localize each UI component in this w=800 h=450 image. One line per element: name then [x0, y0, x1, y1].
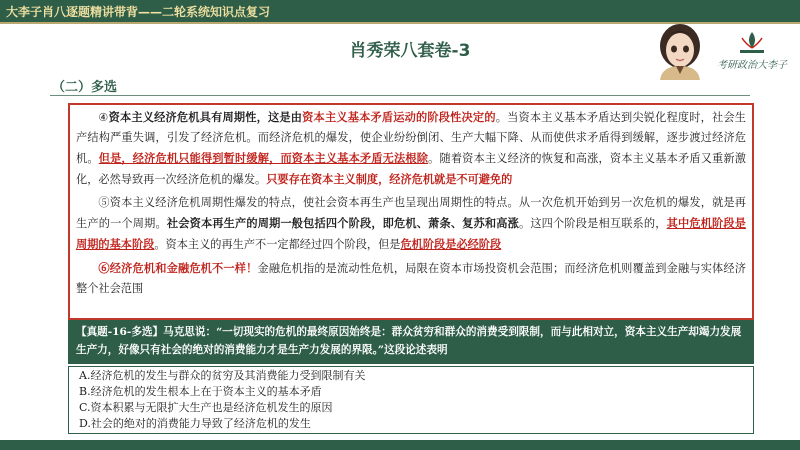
body-text: 。当资本主义基本矛盾达到尖锐化程度时，社会生产结构严重失调，引发了经济危机。而经济危机的爆发，使企业纷纷倒闭、生产大幅下降、从而使供求矛盾得到缓解，逐步渡过经济危机。 [76, 111, 746, 165]
highlight-text: 资本主义基本矛盾运动的阶段性决定的 [302, 110, 496, 124]
highlight-text: 危机阶段是必经阶段 [400, 237, 502, 251]
series-title: 大李子肖八逐题精讲带背——二轮系统知识点复习 [6, 5, 271, 19]
body-text: ⑤资本主义经济危机周期性爆发的特点，使社会资本再生产也呈现出周期性的特点。从一次危机开始到另一次危机的爆发，就是再生产的一个周期。 [76, 196, 746, 230]
explanation-paragraph-5 [76, 193, 746, 255]
connector-text: ，这是由 [256, 110, 303, 124]
option-b[interactable]: B.经济危机的发生根本上在于资本主义的基本矛盾 [79, 385, 322, 398]
body-text: 。随着资本主义经济的恢复和高涨，资本主义基本矛盾又重新激化，必然导致再一次经济危机的爆发。 [76, 152, 746, 186]
body-text: 。这四个阶段是相互联系的， [518, 217, 667, 230]
highlight-text: 但是，经济危机只能得到暂时缓解，而资本主义基本矛盾无法根除 [98, 151, 429, 165]
key-point: 资本主义经济危机具有周期性 [108, 110, 257, 124]
section-divider [50, 95, 750, 96]
highlight-text: 只要存在资本主义制度，经济危机就是不可避免的 [266, 172, 513, 186]
question-box [68, 320, 754, 364]
explanation-box [68, 103, 754, 320]
brand-logo [712, 30, 792, 72]
presenter-avatar [650, 18, 710, 80]
item-marker: ④ [98, 111, 109, 124]
body-text: 。资本主义的再生产不一定都经过四个阶段，但是 [154, 238, 401, 251]
item-marker: ⑥ [98, 261, 110, 275]
highlight-text: 经济危机和金融危机不一样！ [109, 261, 258, 275]
question-text: 【真题-16-多选】马克思说：“一切现实的危机的最终原因始终是：群众贫穷和群众的消费受到限制，而与此相对立，资本主义生产却竭力发展生产力，好像只有社会的绝对的消费能力才是生产力发展的界限。”这段论述表明 [76, 326, 742, 356]
option-d[interactable]: D.社会的绝对的消费能力导致了经济危机的发生 [79, 417, 311, 430]
explanation-paragraph-4 [76, 107, 746, 190]
bottom-banner [0, 440, 800, 450]
explanation-paragraph-6 [76, 258, 746, 299]
option-c[interactable]: C.资本积累与无限扩大生产也是经济危机发生的原因 [79, 401, 333, 414]
section-label: （二）多选 [52, 80, 118, 95]
body-text: 金融危机指的是流动性危机，局限在资本市场投资机会范围；而经济危机则覆盖到金融与实体经济整个社会范围 [76, 262, 746, 295]
logo-text: 考研政治大李子 [717, 60, 787, 71]
page-title: 肖秀荣八套卷-3 [349, 41, 471, 61]
logo-emblem-icon [712, 30, 792, 56]
option-a[interactable]: A.经济危机的发生与群众的贫穷及其消费能力受到限制有关 [79, 369, 366, 382]
key-point: 社会资本再生产的周期一般包括四个阶段，即危机、萧条、复苏和高涨 [166, 216, 519, 230]
options-list [68, 366, 754, 434]
highlight-text: 其中危机阶段是周期的基本阶段 [76, 216, 746, 251]
